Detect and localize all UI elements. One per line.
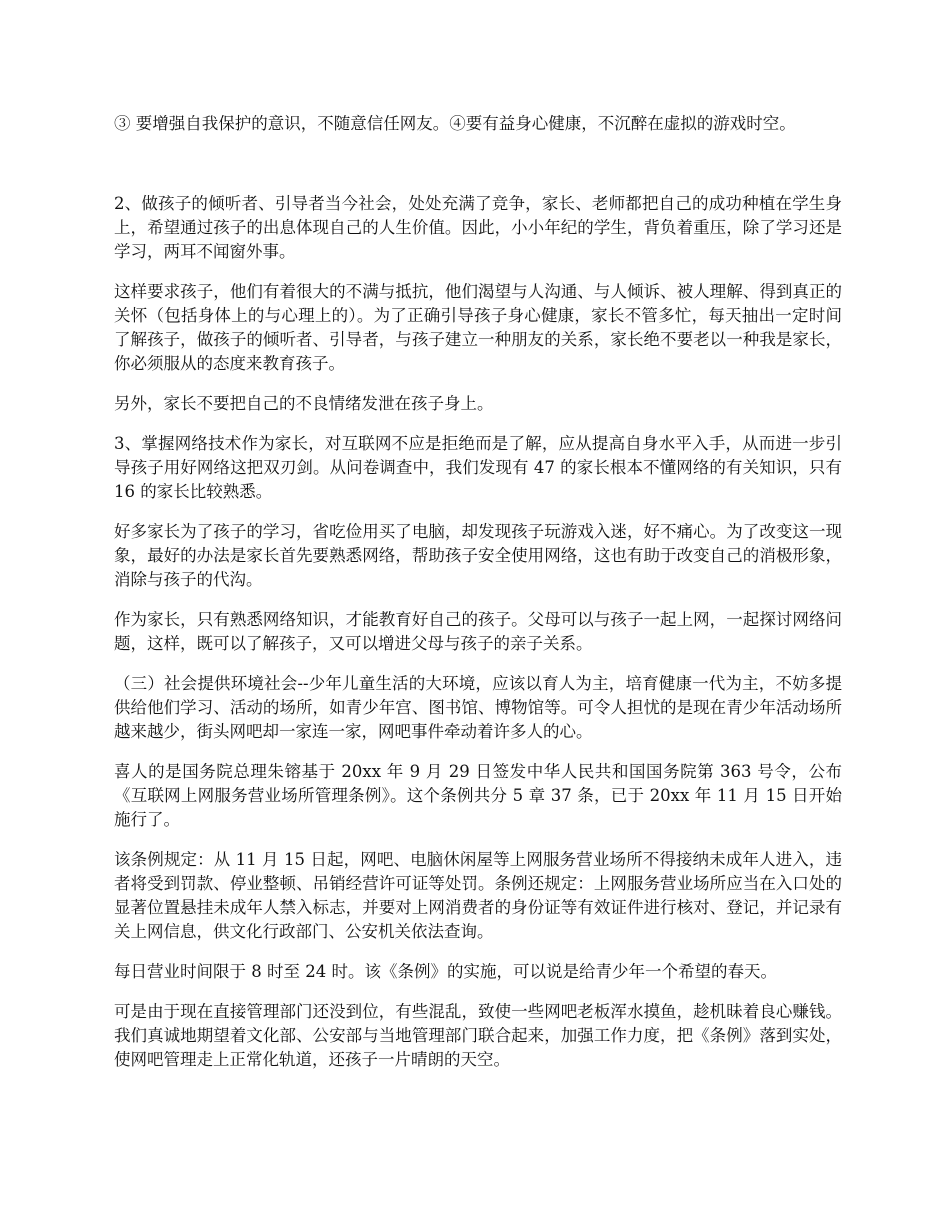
- paragraph-network-skills: 3、掌握网络技术作为家长，对互联网不应是拒绝而是了解，应从提高自身水平入手，从而进一步引导孩子用好网络这把双刃剑。从问卷调查中，我们发现有 47 的家长根本不懂网络的有关知识，只有 16 的家长比较熟悉。: [114, 434, 842, 501]
- paragraph-buy-computer: 好多家长为了孩子的学习，省吃俭用买了电脑，却发现孩子玩游戏入迷，好不痛心。为了改变这一现象，最好的办法是家长首先要熟悉网络，帮助孩子安全使用网络，这也有助于改变自己的消极形象，消除与孩子的代沟。: [114, 522, 842, 589]
- paragraph-business-hours: 每日营业时间限于 8 时至 24 时。该《条例》的实施，可以说是给青少年一个希望的春天。: [114, 962, 777, 981]
- paragraph-society-environment: （三）社会提供环境社会--少年儿童生活的大环境，应该以育人为主，培育健康一代为主，不妨多提供给他们学习、活动的场所，如青少年宫、图书馆、博物馆等。可令人担忧的是现在青少年活动场所越来越少，街头网吧却一家连一家，网吧事件牵动着许多人的心。: [114, 674, 842, 741]
- document-body: [114, 112, 842, 1088]
- paragraph-bad-emotions: 另外，家长不要把自己的不良情绪发泄在孩子身上。: [114, 394, 494, 413]
- paragraph-regulation-issued: 喜人的是国务院总理朱镕基于 20xx 年 9 月 29 日签发中华人民共和国国务院第 363 号令，公布《互联网上网服务营业场所管理条例》。这个条例共分 5 章 37 条，已于 20xx 年 11 月 15 日开始施行了。: [114, 762, 842, 829]
- paragraph-parents-online: 作为家长，只有熟悉网络知识，才能教育好自己的孩子。父母可以与孩子一起上网，一起探讨网络问题，这样，既可以了解孩子，又可以增进父母与孩子的亲子关系。: [114, 610, 842, 653]
- paragraph-self-protection: ③ 要增强自我保护的意识，不随意信任网友。④要有益身心健康，不沉醉在虚拟的游戏时空。: [114, 114, 796, 133]
- paragraph-regulation-rules: 该条例规定：从 11 月 15 日起，网吧、电脑休闲屋等上网服务营业场所不得接纳未成年人进入，违者将受到罚款、停业整顿、吊销经营许可证等处罚。条例还规定：上网服务营业场所应当在入口处的显著位置悬挂未成年人禁入标志，并要对上网消费者的身份证等有效证件进行核对、登记，并记录有关上网信息，供文化行政部门、公安机关依法查询。: [114, 850, 842, 941]
- paragraph-child-demands: 这样要求孩子，他们有着很大的不满与抵抗，他们渴望与人沟通、与人倾诉、被人理解、得到真正的关怀（包括身体上的与心理上的）。为了正确引导孩子身心健康，家长不管多忙，每天抽出一定时间了解孩子，做孩子的倾听者、引导者，与孩子建立一种朋友的关系，家长绝不要老以一种我是家长，你必须服从的态度来教育孩子。: [114, 282, 842, 373]
- paragraph-management-hope: 可是由于现在直接管理部门还没到位，有些混乱，致使一些网吧老板浑水摸鱼，趁机昧着良心赚钱。我们真诚地期望着文化部、公安部与当地管理部门联合起来，加强工作力度，把《条例》落到实处，使网吧管理走上正常化轨道，还孩子一片晴朗的天空。: [114, 1002, 842, 1069]
- paragraph-listener-guide: 2、做孩子的倾听者、引导者当今社会，处处充满了竞争，家长、老师都把自己的成功种植在学生身上，希望通过孩子的出息体现自己的人生价值。因此，小小年纪的学生，背负着重压，除了学习还是学习，两耳不闻窗外事。: [114, 194, 842, 261]
